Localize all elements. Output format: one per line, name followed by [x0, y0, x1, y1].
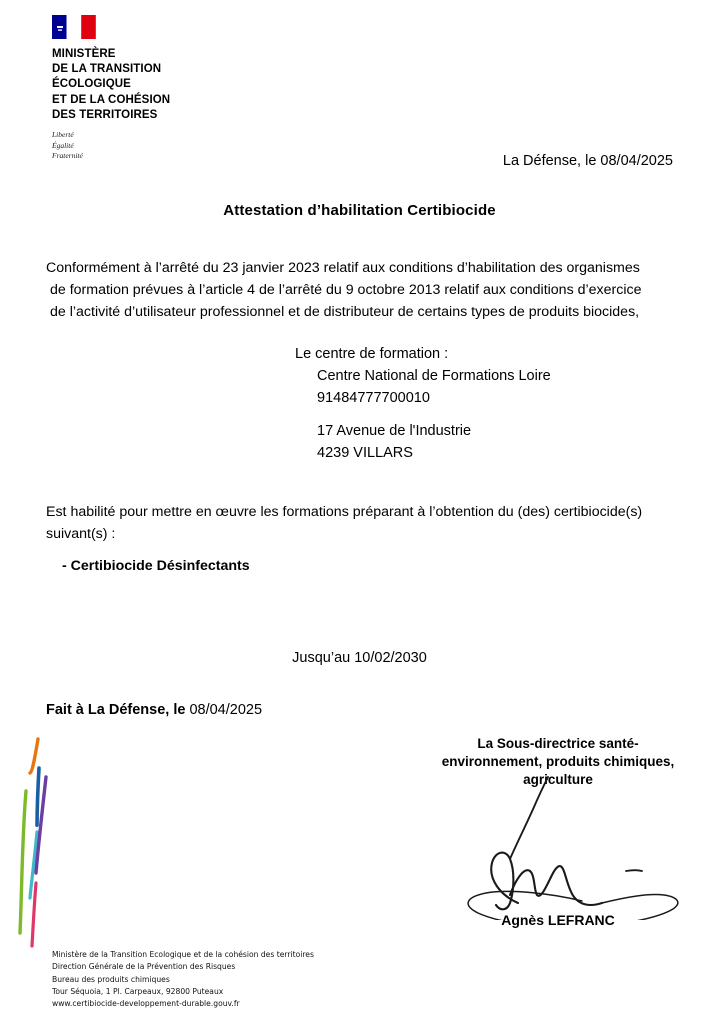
signatory-title-line: La Sous-directrice santé- [477, 736, 639, 751]
motto-line: Liberté [52, 129, 74, 139]
training-center-label: Le centre de formation : [295, 346, 449, 362]
ministry-name-line: ET DE LA COHÉSION [52, 93, 171, 106]
training-center-name: Centre National de Formations Loire [317, 367, 551, 384]
intro-paragraph [46, 257, 706, 323]
page-footer [52, 949, 314, 1010]
signatory-title-line: environnement, produits chimiques, [441, 753, 675, 769]
ribbon-decoration-icon [0, 728, 125, 948]
signatory-name: Agnès LEFRANC [501, 912, 615, 928]
training-center-city: 4239 VILLARS [317, 445, 413, 461]
spacer [295, 409, 551, 421]
signatory-title-line: agriculture [523, 771, 593, 787]
ministry-name-line: MINISTÈRE [52, 48, 116, 60]
ministry-name-line: DES TERRITOIRES [52, 108, 158, 121]
scope-line: suivant(s) : [46, 526, 116, 543]
footer-website-link[interactable]: www.certibiocide-developpement-durable.gouv.fr [52, 999, 240, 1009]
signed-date: 08/04/2025 [189, 702, 263, 718]
intro-line: Conformément à l’arrêté du 23 janvier 2023 relatif aux conditions d’habilitation des organismes [46, 260, 640, 276]
footer-line: Ministère de la Transition Ecologique et de la cohésion des territoires [52, 950, 314, 959]
intro-line: de l’activité d’utilisateur professionnel et de distributeur de certains types de produits biocides, [50, 304, 640, 320]
certification-item: - Certibiocide Désinfectants [62, 558, 250, 574]
valid-until: Jusqu’au 10/02/2030 [292, 650, 427, 666]
training-center-block [295, 344, 551, 465]
training-center-siret: 91484777700010 [317, 389, 430, 406]
footer-line: Bureau des produits chimiques [52, 974, 170, 984]
intro-line: de formation prévues à l’article 4 de l’arrêté du 9 octobre 2013 relatif aux conditions d’exercice [50, 282, 642, 298]
ministry-name [52, 47, 282, 123]
signed-place-and-date [46, 702, 262, 718]
scope-paragraph [46, 501, 711, 546]
handwritten-signature [430, 775, 695, 920]
french-flag-icon [52, 14, 96, 41]
republic-motto [52, 130, 282, 162]
motto-line: Égalité [52, 140, 74, 150]
motto-line: Fraternité [52, 151, 83, 161]
scope-line: Est habilité pour mettre en œuvre les formations préparant à l’obtention du (des) certibiocide(s) [46, 504, 643, 520]
place-and-date: La Défense, le 08/04/2025 [502, 153, 673, 169]
ministry-name-line: DE LA TRANSITION [52, 63, 162, 76]
training-center-street: 17 Avenue de l'Industrie [317, 423, 472, 440]
footer-line: Direction Générale de la Prévention des Risques [52, 962, 236, 972]
footer-line: Tour Séquoia, 1 Pl. Carpeaux, 92800 Puteaux [52, 986, 224, 996]
ministry-name-line: ÉCOLOGIQUE [52, 78, 131, 91]
document-title: Attestation d’habilitation Certibiocide [223, 202, 496, 219]
signed-place-label: Fait à La Défense, le [46, 702, 186, 718]
ministry-header [52, 14, 282, 162]
